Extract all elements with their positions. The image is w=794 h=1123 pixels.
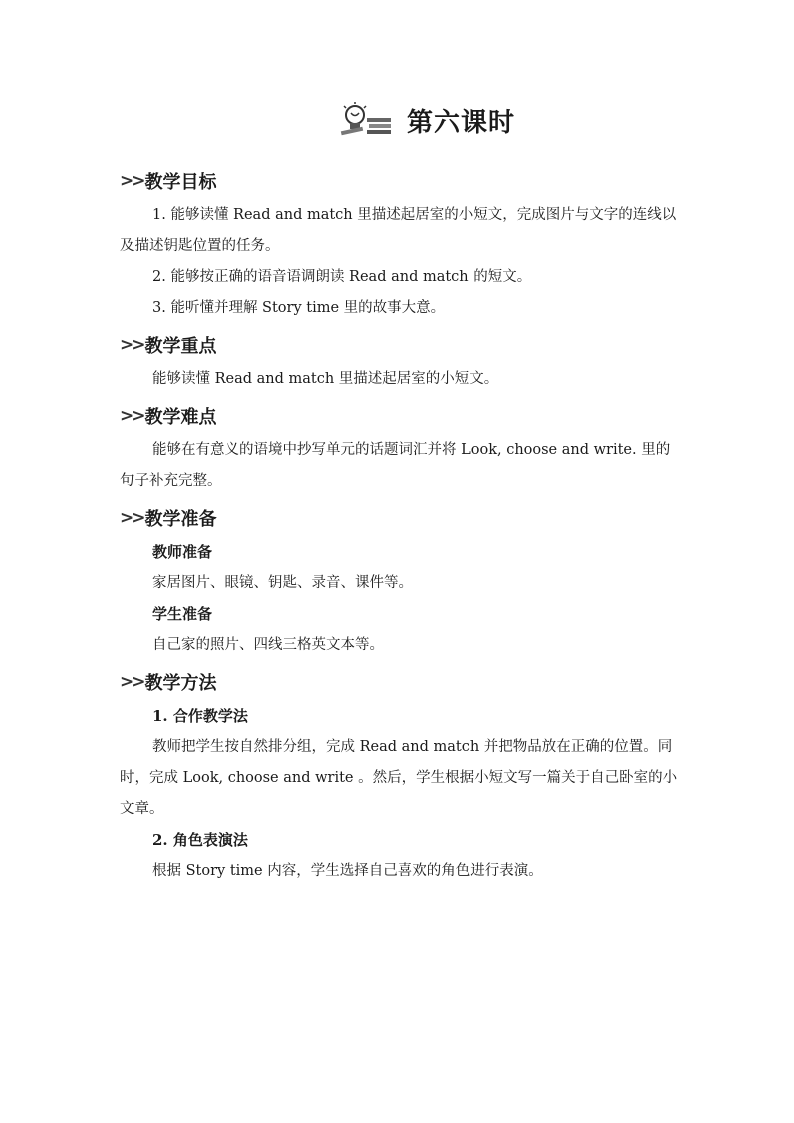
method-2-label: 2. 角色表演法 <box>152 831 248 849</box>
keypoints-block <box>120 362 680 395</box>
content <box>120 160 680 887</box>
section-heading-methods <box>120 665 680 699</box>
page-title: 第六课时 <box>406 107 515 138</box>
section-title: 教学目标 <box>144 172 217 193</box>
keypoints-text: 能够读懂 Read and match 里描述起居室的小短文。 <box>152 371 499 387</box>
objective-item: 2. 能够按正确的语音语调朗读 Read and match 的短文。 <box>152 269 532 285</box>
section-heading-difficulties <box>120 399 680 433</box>
difficulties-block <box>120 433 680 497</box>
title-row <box>0 98 794 142</box>
objective-item: 3. 能听懂并理解 Story time 里的故事大意。 <box>152 300 446 316</box>
section-heading-objectives <box>120 164 680 198</box>
section-heading-keypoints <box>120 328 680 362</box>
section-title: 教学准备 <box>144 509 217 530</box>
double-chevron-icon: >> <box>120 406 143 426</box>
lightbulb-books-icon <box>339 102 395 138</box>
section-title: 教学方法 <box>144 673 217 694</box>
method-1-text: 教师把学生按自然排分组，完成 Read and match 并把物品放在正确的位置。同时，完成 Look, choose and write 。然后，学生根据小短文写一篇关于自己卧室的小文章。 <box>120 739 678 817</box>
title-group <box>339 102 515 139</box>
section-title: 教学重点 <box>144 336 217 357</box>
objectives-list <box>120 198 680 324</box>
difficulties-text: 能够在有意义的语境中抄写单元的话题词汇并将 Look, choose and write. 里的句子补充完整。 <box>120 442 671 489</box>
double-chevron-icon: >> <box>120 335 143 355</box>
method-1-label: 1. 合作教学法 <box>152 707 248 725</box>
double-chevron-icon: >> <box>120 672 143 692</box>
preparation-block <box>120 535 680 661</box>
double-chevron-icon: >> <box>120 508 143 528</box>
student-prep-label: 学生准备 <box>152 605 213 623</box>
methods-block <box>120 699 680 887</box>
teacher-prep-text: 家居图片、眼镜、钥匙、录音、课件等。 <box>152 575 413 591</box>
student-prep-text: 自己家的照片、四线三格英文本等。 <box>152 637 384 653</box>
section-title: 教学难点 <box>144 407 217 428</box>
teacher-prep-label: 教师准备 <box>152 543 213 561</box>
section-heading-preparation <box>120 501 680 535</box>
method-2-text: 根据 Story time 内容，学生选择自己喜欢的角色进行表演。 <box>152 863 543 879</box>
objective-item: 1. 能够读懂 Read and match 里描述起居室的小短文，完成图片与文字的连线以及描述钥匙位置的任务。 <box>120 207 677 254</box>
double-chevron-icon: >> <box>120 171 143 191</box>
